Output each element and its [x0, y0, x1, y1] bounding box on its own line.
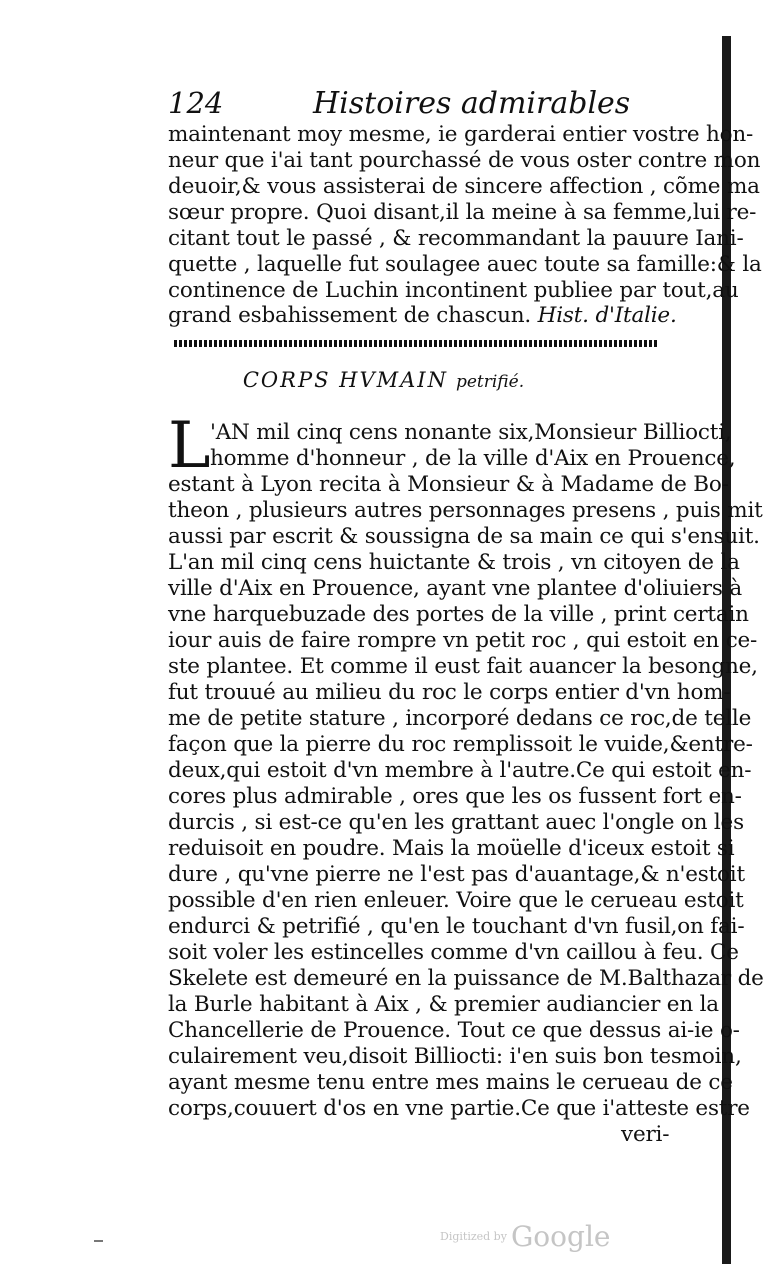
text-line: fut trouué au milieu du roc le corps entier d'vn hom- [168, 680, 731, 705]
text-line: ayant mesme tenu entre mes mains le cerueau de ce [168, 1070, 733, 1095]
text-line: L'an mil cinq cens huictante & trois , vn citoyen de la [168, 550, 740, 575]
text-line: deux,qui estoit d'vn membre à l'autre.Ce qui estoit en- [168, 758, 752, 783]
text-line: deuoir,& vous assisterai de sincere affection , cõme ma [168, 174, 760, 199]
text-line: dure , qu'vne pierre ne l'est pas d'auantage,& n'estoit [168, 862, 745, 887]
text-line: maintenant moy mesme, ie garderai entier vostre hon- [168, 122, 754, 147]
digitized-by-text: Digitized by [440, 1230, 507, 1243]
text-line: me de petite stature , incorporé dedans ce roc,de telle [168, 706, 752, 731]
text-line: Skelete est demeuré en la puissance de M.Balthazar de [168, 966, 764, 991]
text-line: sœur propre. Quoi disant,il la meine à sa femme,lui re- [168, 200, 757, 225]
google-logo: Google [510, 1220, 611, 1253]
text-line: reduisoit en poudre. Mais la moüelle d'iceux estoit si [168, 836, 735, 861]
scan-mark [94, 1240, 103, 1242]
text-line: Chancellerie de Prouence. Tout ce que dessus ai-ie o- [168, 1018, 740, 1043]
text-line: homme d'honneur , de la ville d'Aix en Prouence, [210, 446, 736, 471]
text-line: ville d'Aix en Prouence, ayant vne plantee d'oliuiers à [168, 576, 742, 601]
text-line: ste plantee. Et comme il eust fait auancer la besongne, [168, 654, 758, 679]
text-line: possible d'en rien enleuer. Voire que le cerueau estoit [168, 888, 744, 913]
text-line: neur que i'ai tant pourchassé de vous oster contre mon [168, 148, 761, 173]
digitized-watermark [440, 1220, 610, 1253]
text-line: corps,couuert d'os en vne partie.Ce que i'atteste estre [168, 1096, 750, 1121]
running-title: Histoires admirables [313, 86, 631, 121]
text-line: culairement veu,disoit Billiocti: i'en suis bon tesmoin, [168, 1044, 742, 1069]
section-title-main: CORPS HVMAIN [242, 368, 448, 392]
text-line: theon , plusieurs autres personnages presens , puis mit [168, 498, 763, 523]
source-citation: Hist. d'Italie. [537, 303, 677, 328]
text-line: cores plus admirable , ores que les os fussent fort en- [168, 784, 742, 809]
text-line: endurci & petrifié , qu'en le touchant d'vn fusil,on fai- [168, 914, 745, 939]
text-line: iour auis de faire rompre vn petit roc , qui estoit en ce- [168, 628, 758, 653]
drop-cap: L [168, 409, 211, 483]
section-subtitle: petrifié. [455, 372, 525, 392]
last-line-text: grand esbahissement de chascun. [168, 303, 532, 328]
page-header [168, 86, 658, 120]
ornamental-divider [174, 340, 658, 347]
text-line [168, 302, 677, 330]
text-line: la Burle habitant à Aix , & premier audiancier en la [168, 992, 719, 1017]
text-line: quette , laquelle fut soulagee auec toute sa famille:& la [168, 252, 762, 277]
text-line: citant tout le passé , & recommandant la pauure Iani- [168, 226, 744, 251]
text-line: façon que la pierre du roc remplissoit le vuide,&entre- [168, 732, 753, 757]
text-line: continence de Luchin incontinent publiee par tout,au [168, 278, 739, 303]
text-line: 'AN mil cinq cens nonante six,Monsieur Billiocti, [210, 420, 732, 445]
section-title [0, 368, 767, 392]
page-number: 124 [168, 86, 224, 120]
text-line: durcis , si est-ce qu'en les grattant auec l'ongle on les [168, 810, 744, 835]
text-line: estant à Lyon recita à Monsieur & à Madame de Bo- [168, 472, 729, 497]
text-line: soit voler les estincelles comme d'vn caillou à feu. Ce [168, 940, 739, 965]
text-line: aussi par escrit & soussigna de sa main ce qui s'ensuit. [168, 524, 760, 549]
catchword: veri- [621, 1122, 670, 1147]
text-line: vne harquebuzade des portes de la ville , print certain [168, 602, 749, 627]
